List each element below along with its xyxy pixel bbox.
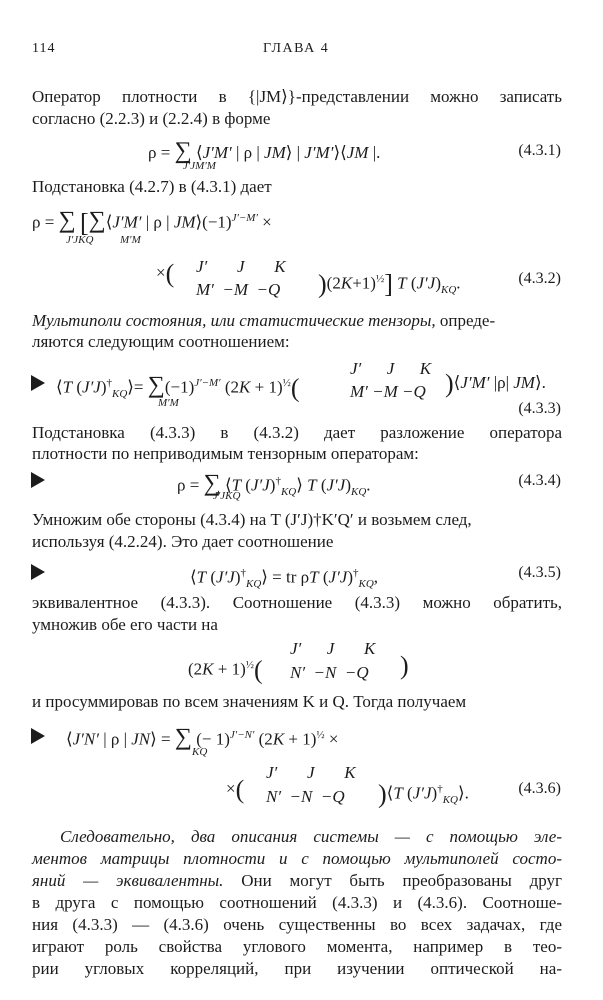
equation-number: (4.3.4) [518, 472, 561, 489]
equation-4-3-2-line2: ×( [156, 259, 175, 288]
equation-4-3-5: ⟨T $(J'J)^\dagger_{KQ}⟩$ = tr ρT $(J'J)^\dagger_{KQ}$, [190, 567, 379, 591]
triangle-marker [31, 564, 45, 580]
triangle-marker [31, 728, 45, 744]
equation-number: (4.3.2) [518, 270, 561, 287]
text-line: согласно (2.2.3) и (2.2.4) в форме [32, 109, 271, 128]
equation-number: (4.3.5) [518, 564, 561, 581]
text-line: играют роль свойства углового момента, например в тео- [32, 937, 562, 956]
equation-4-3-1: ρ = ∑ ⟨J′M′ | ρ | JM⟩ | J′M′⟩⟨JM |. [148, 138, 381, 164]
equation-4-3-2-line1: ρ = ∑ [∑⟨J′M′ | ρ | $JM⟩(-1)^{J'-M'}$ × [32, 207, 272, 238]
text-line: Умножим обе стороны (4.3.4) на T (J′J)†K′Q′ и возьмем след, [32, 510, 472, 529]
text-line: используя (4.2.24). Это дает соотношение [32, 532, 334, 551]
text-line: и просуммировав по всем значениям K и Q. Тогда получаем [32, 692, 467, 711]
equation-number: (4.3.3) [518, 400, 561, 417]
equation-4-3-6-line2: ×( [226, 775, 245, 804]
equation-number: (4.3.1) [518, 142, 561, 159]
text-line: ния (4.3.3) — (4.3.6) очень существенны во всех задачах, где [32, 915, 562, 934]
page-number: 114 [32, 41, 56, 56]
text-line: Подстановка (4.2.7) в (4.3.1) дает [32, 177, 272, 196]
text-line: умножив обе его части на [32, 615, 218, 634]
text-line: ментов матрицы плотности и с помощью мультиполей состо- [32, 849, 562, 868]
equation-4-3-3: ⟨T $(J'J)^\dagger_{KQ}⟩= \sum(-1)^{J'-M'}$ $(2K + 1)^{\frac{1}{2}}$( [56, 372, 300, 403]
text-line: Мультиполи состояния, или статистические тензоры, опреде- [32, 311, 496, 330]
triangle-marker [31, 375, 45, 391]
equation-4-3-6-line1: ⟨J′N′ | ρ | JN⟩ = ∑ (− 1)$^{J'-N'}$ $(2K + 1)^{\frac{1}{2}}$ × [66, 724, 339, 751]
book-page: 114 ГЛАВА 4 Оператор плотности в {|JM⟩}-представлении можно записать согласно (2.2.3) и (2.2.4) в форме ρ = ∑ ⟨J′M′ | ρ | JM⟩ | J′M′⟩⟨JM |. J′JM′M (4.3.1) Подстановка (4.2.7) в (4.3.1) дает ρ = ∑ [∑⟨J′M′ | ρ | $JM⟩(-1)^{J'-M'}$ × J′JKQ M′M ×( J′ J K M′ −M −Q )$(2K+1)^{\frac{1}{2}}$] T $(J'J)_{KQ}$. (4.3.2) Мультиполи состояния, или статистические тензоры, опреде- ляются следующим соотношением: ⟨T $(J'J)^\dagger_{KQ}⟩= \sum(-1)^{J'-M'}$ $(2K + 1)^{\frac{1}{2}}$( M′M J′ J K M′ −M −Q )⟨J′M′ |ρ| JM⟩. (4.3.3) Подстановка (4.3.3) в (4.3.2) дает разложение оператора плотности по неприводимым тензорным операторам: ρ = ∑ ⟨T $(J'J)^\dagger_{KQ}⟩$ T $(J'J)_{KQ}$. J′JKQ (4.3.4) Умножим обе стороны (4.3.4) на T (J′J)†K′Q′ и возьмем след, используя (4.2.24). Это дает соотношение ⟨T $(J'J)^\dagger_{KQ}⟩$ = tr ρT $(J'J)^\dagger_{KQ}$, (4.3.5) эквивалентное (4.3.3). Соотношение (4.3.3) можно обратить, умножив обе его части на $(2K + 1)^{\frac{1}{2}}$( J′ J K N′ −N −Q ) и просуммировав по всем значениям K и Q. Тогда получаем ⟨J′N′ | ρ | JN⟩ = ∑ (− 1)$^{J'-N'}$ $(2K + 1)^{\frac{1}{2}}$ × KQ ×( J′ J K N′ −N −Q )⟨T $(J'J)^\dagger_{KQ}⟩$. (4.3.6) Следовательно, два описания системы — с помощью эле- ментов матрицы плотности и с помощью мультиполей состо- яний — эквивалентны. Они могут быть преобразованы друг в друга с помощью соотношений (4.3.3) и (4.3.6). Соотноше- ния (4.3.3) — (4.3.6) очень существенны во всех задачах, где играют роль свойства углового момента, например в тео- рии угловых корреляций, при изучении оптической на- [32, 41, 562, 978]
text-line: Оператор плотности в {|JM⟩}-представлении можно записать [32, 87, 562, 106]
text-line: ляются следующим соотношением: [32, 332, 290, 351]
equation-multiplier: $(2K + 1)^{\frac{1}{2}}$( [188, 655, 263, 685]
text-line: Следовательно, два описания системы — с помощью эле- [60, 827, 562, 846]
equation-4-3-4: ρ = ∑ ⟨T $(J'J)^\dagger_{KQ}⟩$ T $(J'J)_{KQ}$. [177, 470, 371, 499]
text-line: Подстановка (4.3.3) в (4.3.2) дает разложение оператора [32, 423, 562, 442]
text-line: в друга с помощью соотношений (4.3.3) и (4.3.6). Соотноше- [32, 893, 562, 912]
text-line: плотности по неприводимым тензорным операторам: [32, 444, 419, 463]
triangle-marker [31, 472, 45, 488]
text-line: эквивалентное (4.3.3). Соотношение (4.3.3) можно обратить, [32, 593, 562, 612]
chapter-title: ГЛАВА 4 [263, 41, 330, 56]
text-line: рии угловых корреляций, при изучении оптической на- [32, 959, 562, 978]
equation-number: (4.3.6) [518, 780, 561, 797]
text-line: яний — эквивалентны. Они могут быть преобразованы друг [32, 871, 562, 890]
